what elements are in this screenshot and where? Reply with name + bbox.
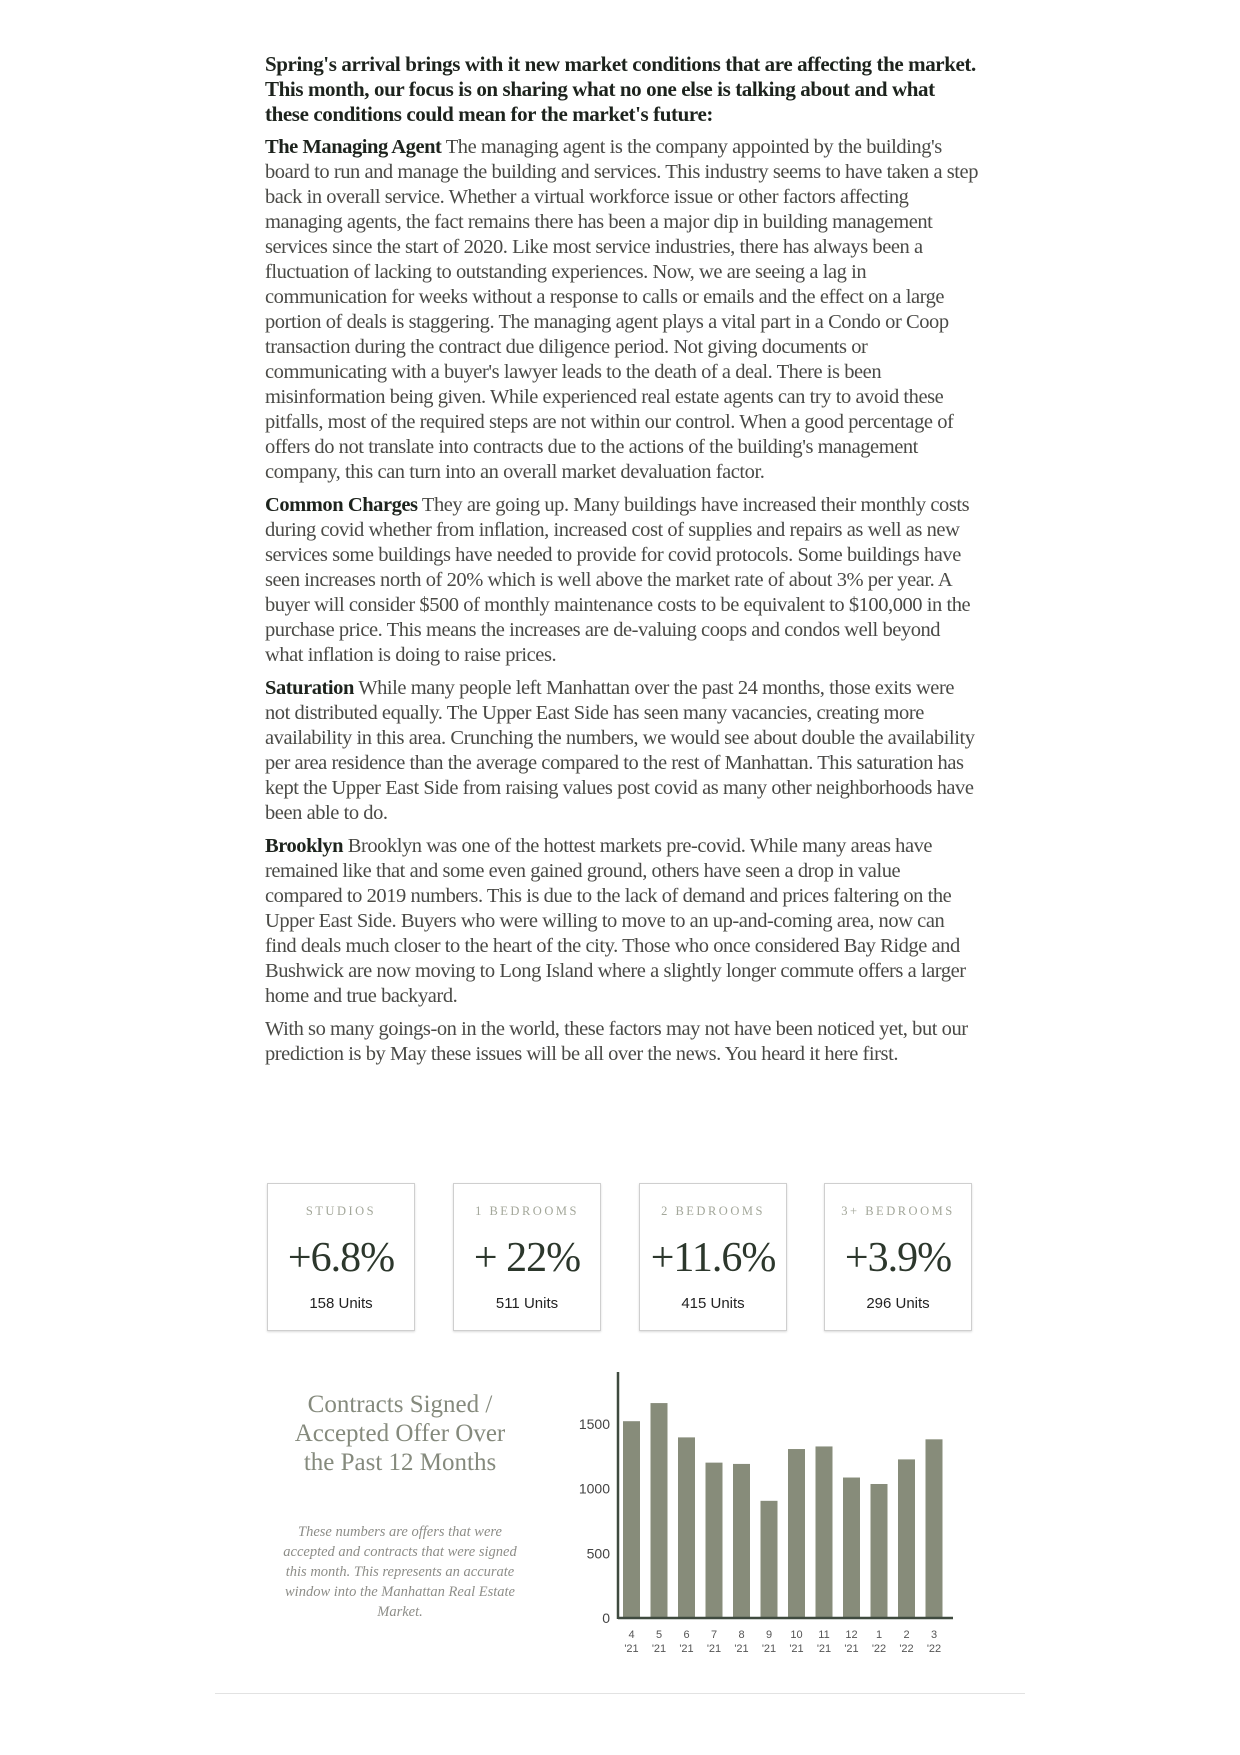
stat-value: +6.8% [287, 1235, 395, 1281]
x-tick-label: '21 [651, 1643, 667, 1655]
x-tick-label: 5 [655, 1629, 663, 1641]
section-body: The managing agent is the company appointed by the building's board to run and manage the building and services. This industry seems to have taken a step back in overall service. Whether a virtual workforce issue or other factors affecting managing agents, the fact remains there has been a major dip in building management services since the start of 2020. Like most service industries, there has always been a fluctuation of lacking to outstanding experiences. Now, we are seeing a lag in communication for weeks without a response to calls or emails and the effect on a large portion of deals is staggering. The managing agent plays a vital part in a Condo or Coop transaction during the contract due diligence period. Not giving documents or communicating with a buyer's lawyer leads to the death of a deal. There is been misinformation being given. While experienced real estate agents can try to avoid these pitfalls, most of the required steps are not within our control. When a good percentage of offers do not translate into contracts due to the actions of the building's management company, this can turn into an overall market devaluation factor. [265, 136, 978, 483]
x-tick-label: 2 [903, 1629, 910, 1641]
section-paragraph [265, 493, 980, 668]
y-tick-label: 1500 [578, 1415, 610, 1432]
section-heading: The Managing Agent [265, 136, 442, 158]
stat-value: +11.6% [650, 1235, 776, 1281]
closing-text: With so many goings-on in the world, these factors may not have been noticed yet, but our prediction is by May these issues will be all over the news. You heard it here first. [265, 1018, 968, 1065]
bar-8-21 [733, 1464, 750, 1618]
x-tick-label: 10 [790, 1629, 803, 1641]
bar-3-22 [926, 1439, 943, 1618]
x-tick-label: 7 [710, 1629, 718, 1641]
section-body: They are going up. Many buildings have increased their monthly costs during covid whether from inflation, increased cost of supplies and repairs as well as new services some buildings have needed to provide for covid protocols. Some buildings have seen increases north of 20% which is well above the market rate of about 3% per year. A buyer will consider $500 of monthly maintenance costs to be equivalent to $100,000 in the purchase price. This means the increases are de-valuing coops and condos well beyond what inflation is doing to raise prices. [265, 494, 971, 666]
x-tick-label: 9 [765, 1629, 773, 1641]
stat-value: +3.9% [844, 1235, 952, 1281]
article [265, 52, 980, 1075]
section-paragraph [265, 676, 980, 826]
stat-label: 1 BEDROOMS [475, 1204, 579, 1218]
section-body: Brooklyn was one of the hottest markets pre-covid. While many areas have remained like that and some even gained ground, others have seen a drop in value compared to 2019 numbers. This is due to the lack of demand and prices faltering on the Upper East Side. Buyers who were willing to move to an up-and-coming area, now can find deals much closer to the heart of the city. Those who once considered Bay Ridge and Bushwick are now moving to Long Island where a slightly longer commute offers a larger home and true backyard. [265, 835, 966, 1007]
bar-10-21 [788, 1449, 805, 1618]
stat-card [824, 1183, 972, 1331]
x-tick-label: 6 [683, 1629, 690, 1641]
bar-7-21 [706, 1463, 723, 1618]
bar-6-21 [678, 1437, 695, 1618]
x-tick-label: '21 [624, 1643, 639, 1655]
chart-note: These numbers are offers that were accepted and contracts that were signed this month. This represents an accurate window into the Manhattan Real Estate Market. [283, 1524, 517, 1620]
stat-label: 3+ BEDROOMS [841, 1204, 955, 1218]
x-tick-label: '21 [816, 1643, 832, 1655]
bar-12-21 [843, 1478, 860, 1618]
x-tick-label: '22 [871, 1643, 887, 1655]
section-body: While many people left Manhattan over the past 24 months, those exits were not distributed equally. The Upper East Side has seen many vacancies, creating more availability in this area. Crunching the numbers, we would see about double the availability per area residence than the average compared to the rest of Manhattan. This saturation has kept the Upper East Side from raising values post covid as many other neighborhoods have been able to do. [265, 677, 975, 824]
bar-9-21 [761, 1501, 778, 1618]
section-heading: Brooklyn [265, 835, 344, 857]
section-heading: Common Charges [265, 494, 418, 516]
intro-text: Spring's arrival brings with it new market conditions that are affecting the market. This month, our focus is on sharing what no one else is talking about and what these conditions could mean for the market's future: [265, 52, 976, 126]
x-tick-label: 8 [738, 1629, 745, 1641]
chart-title: Contracts Signed / Accepted Offer Over the Past 12 Months [294, 1391, 506, 1476]
x-tick-label: '21 [789, 1643, 804, 1655]
x-tick-label: '22 [926, 1643, 942, 1655]
y-tick-label: 1000 [578, 1480, 610, 1497]
stat-value: + 22% [473, 1235, 581, 1281]
stat-card [453, 1183, 601, 1331]
stat-label: 2 BEDROOMS [661, 1204, 765, 1218]
divider [215, 1693, 1025, 1694]
bar-11-21 [816, 1446, 833, 1618]
bar-chart [560, 1360, 960, 1660]
y-tick-label: 500 [586, 1545, 610, 1562]
bar-5-21 [651, 1403, 668, 1618]
stat-units: 511 Units [495, 1295, 559, 1312]
section-paragraph [265, 135, 980, 485]
stat-card [267, 1183, 415, 1331]
x-tick-label: '22 [899, 1643, 914, 1655]
x-tick-label: '21 [706, 1643, 722, 1655]
stat-units: 158 Units [309, 1295, 373, 1312]
section-paragraph [265, 834, 980, 1009]
x-tick-label: '21 [844, 1643, 859, 1655]
x-tick-label: 4 [628, 1629, 635, 1641]
stat-label: STUDIOS [305, 1204, 377, 1218]
bar-2-22 [898, 1459, 915, 1618]
x-tick-label: 3 [930, 1629, 938, 1641]
stat-units: 296 Units [866, 1295, 930, 1312]
stat-card [639, 1183, 787, 1331]
y-tick-label: 0 [602, 1610, 610, 1626]
x-tick-label: 12 [845, 1629, 858, 1641]
x-tick-label: '21 [679, 1643, 694, 1655]
x-tick-label: 11 [818, 1629, 830, 1641]
x-tick-label: 1 [875, 1629, 883, 1641]
section-heading: Saturation [265, 677, 354, 699]
bar-4-21 [623, 1421, 640, 1618]
x-tick-label: '21 [761, 1643, 777, 1655]
x-tick-label: '21 [734, 1643, 749, 1655]
bar-1-22 [871, 1484, 888, 1618]
stat-units: 415 Units [681, 1295, 745, 1312]
